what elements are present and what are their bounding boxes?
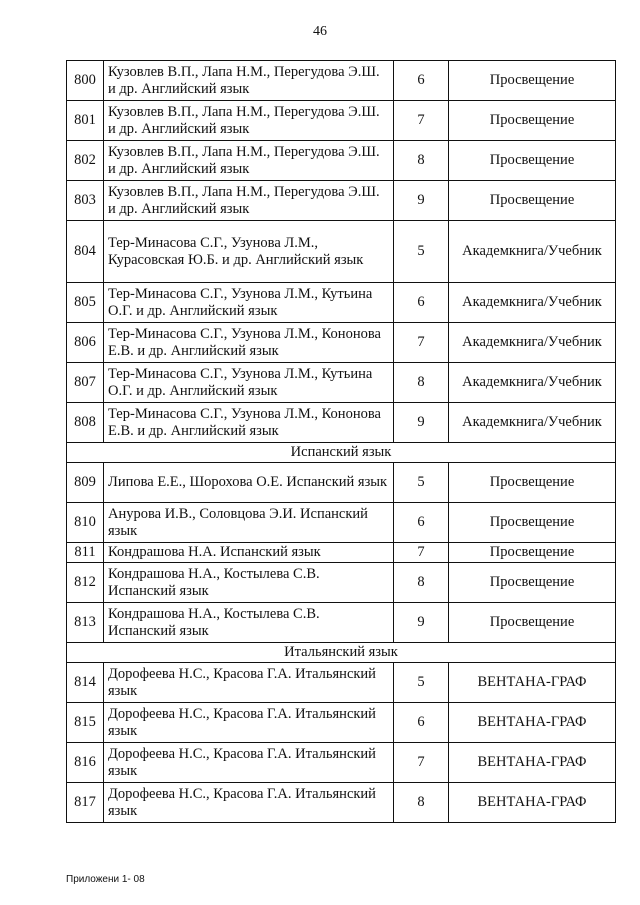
publisher-cell: Просвещение [449, 101, 616, 141]
authors-title-cell: Кондрашова Н.А. Испанский язык [104, 543, 394, 563]
authors-title-cell: Кузовлев В.П., Лапа Н.М., Перегудова Э.Ш. и др. Английский язык [104, 141, 394, 181]
grade-cell: 5 [394, 663, 449, 703]
publisher-cell: ВЕНТАНА-ГРАФ [449, 663, 616, 703]
authors-title-cell: Тер-Минасова С.Г., Узунова Л.М., Кононова Е.В. и др. Английский язык [104, 323, 394, 363]
authors-title-cell: Липова Е.Е., Шорохова О.Е. Испанский язык [104, 463, 394, 503]
table-row [67, 603, 616, 643]
row-number: 800 [67, 61, 104, 101]
grade-cell: 6 [394, 503, 449, 543]
table-row [67, 663, 616, 703]
table-row [67, 141, 616, 181]
authors-title-cell: Тер-Минасова С.Г., Узунова Л.М., Кутьина О.Г. и др. Английский язык [104, 283, 394, 323]
row-number: 815 [67, 703, 104, 743]
publisher-cell: ВЕНТАНА-ГРАФ [449, 783, 616, 823]
row-number: 810 [67, 503, 104, 543]
table-row [67, 61, 616, 101]
row-number: 813 [67, 603, 104, 643]
row-number: 807 [67, 363, 104, 403]
row-number: 802 [67, 141, 104, 181]
grade-cell: 8 [394, 363, 449, 403]
row-number: 801 [67, 101, 104, 141]
grade-cell: 8 [394, 141, 449, 181]
publisher-cell: Просвещение [449, 503, 616, 543]
grade-cell: 5 [394, 463, 449, 503]
publisher-cell: Академкнига/Учебник [449, 221, 616, 283]
table-row [67, 703, 616, 743]
authors-title-cell: Дорофеева Н.С., Красова Г.А. Итальянский язык [104, 663, 394, 703]
table-row [67, 283, 616, 323]
publisher-cell: Просвещение [449, 141, 616, 181]
table-row [67, 323, 616, 363]
row-number: 809 [67, 463, 104, 503]
table-row [67, 543, 616, 563]
grade-cell: 8 [394, 563, 449, 603]
table-row [67, 181, 616, 221]
row-number: 804 [67, 221, 104, 283]
publisher-cell: ВЕНТАНА-ГРАФ [449, 743, 616, 783]
grade-cell: 9 [394, 181, 449, 221]
publisher-cell: ВЕНТАНА-ГРАФ [449, 703, 616, 743]
publisher-cell: Академкнига/Учебник [449, 363, 616, 403]
row-number: 814 [67, 663, 104, 703]
grade-cell: 5 [394, 221, 449, 283]
publisher-cell: Просвещение [449, 603, 616, 643]
textbook-table [66, 60, 616, 823]
authors-title-cell: Дорофеева Н.С., Красова Г.А. Итальянский язык [104, 783, 394, 823]
authors-title-cell: Кузовлев В.П., Лапа Н.М., Перегудова Э.Ш. и др. Английский язык [104, 181, 394, 221]
publisher-cell: Академкнига/Учебник [449, 323, 616, 363]
authors-title-cell: Анурова И.В., Соловцова Э.И. Испанский язык [104, 503, 394, 543]
grade-cell: 6 [394, 61, 449, 101]
grade-cell: 7 [394, 543, 449, 563]
section-header-row [67, 443, 616, 463]
table-row [67, 783, 616, 823]
page-footer: Приложени 1- 08 [66, 874, 145, 885]
grade-cell: 7 [394, 101, 449, 141]
grade-cell: 9 [394, 403, 449, 443]
grade-cell: 8 [394, 783, 449, 823]
grade-cell: 9 [394, 603, 449, 643]
authors-title-cell: Кондрашова Н.А., Костылева С.В. Испанский язык [104, 563, 394, 603]
section-header-row [67, 643, 616, 663]
grade-cell: 6 [394, 703, 449, 743]
row-number: 812 [67, 563, 104, 603]
publisher-cell: Просвещение [449, 181, 616, 221]
section-title: Испанский язык [67, 443, 616, 463]
row-number: 817 [67, 783, 104, 823]
authors-title-cell: Дорофеева Н.С., Красова Г.А. Итальянский язык [104, 703, 394, 743]
page-number: 46 [313, 24, 327, 39]
publisher-cell: Академкнига/Учебник [449, 403, 616, 443]
authors-title-cell: Кузовлев В.П., Лапа Н.М., Перегудова Э.Ш. и др. Английский язык [104, 101, 394, 141]
row-number: 805 [67, 283, 104, 323]
authors-title-cell: Кондрашова Н.А., Костылева С.В. Испанский язык [104, 603, 394, 643]
table-row [67, 101, 616, 141]
table-row [67, 221, 616, 283]
row-number: 816 [67, 743, 104, 783]
publisher-cell: Академкнига/Учебник [449, 283, 616, 323]
section-title: Итальянский язык [67, 643, 616, 663]
table-row [67, 743, 616, 783]
table-row [67, 363, 616, 403]
grade-cell: 7 [394, 743, 449, 783]
row-number: 808 [67, 403, 104, 443]
grade-cell: 6 [394, 283, 449, 323]
table-row [67, 563, 616, 603]
grade-cell: 7 [394, 323, 449, 363]
table-row [67, 403, 616, 443]
table-row [67, 503, 616, 543]
row-number: 806 [67, 323, 104, 363]
row-number: 811 [67, 543, 104, 563]
authors-title-cell: Дорофеева Н.С., Красова Г.А. Итальянский язык [104, 743, 394, 783]
authors-title-cell: Тер-Минасова С.Г., Узунова Л.М., Кутьина О.Г. и др. Английский язык [104, 363, 394, 403]
authors-title-cell: Кузовлев В.П., Лапа Н.М., Перегудова Э.Ш. и др. Английский язык [104, 61, 394, 101]
publisher-cell: Просвещение [449, 61, 616, 101]
authors-title-cell: Тер-Минасова С.Г., Узунова Л.М., Курасовская Ю.Б. и др. Английский язык [104, 221, 394, 283]
publisher-cell: Просвещение [449, 563, 616, 603]
authors-title-cell: Тер-Минасова С.Г., Узунова Л.М., Кононова Е.В. и др. Английский язык [104, 403, 394, 443]
table-row [67, 463, 616, 503]
row-number: 803 [67, 181, 104, 221]
publisher-cell: Просвещение [449, 463, 616, 503]
publisher-cell: Просвещение [449, 543, 616, 563]
